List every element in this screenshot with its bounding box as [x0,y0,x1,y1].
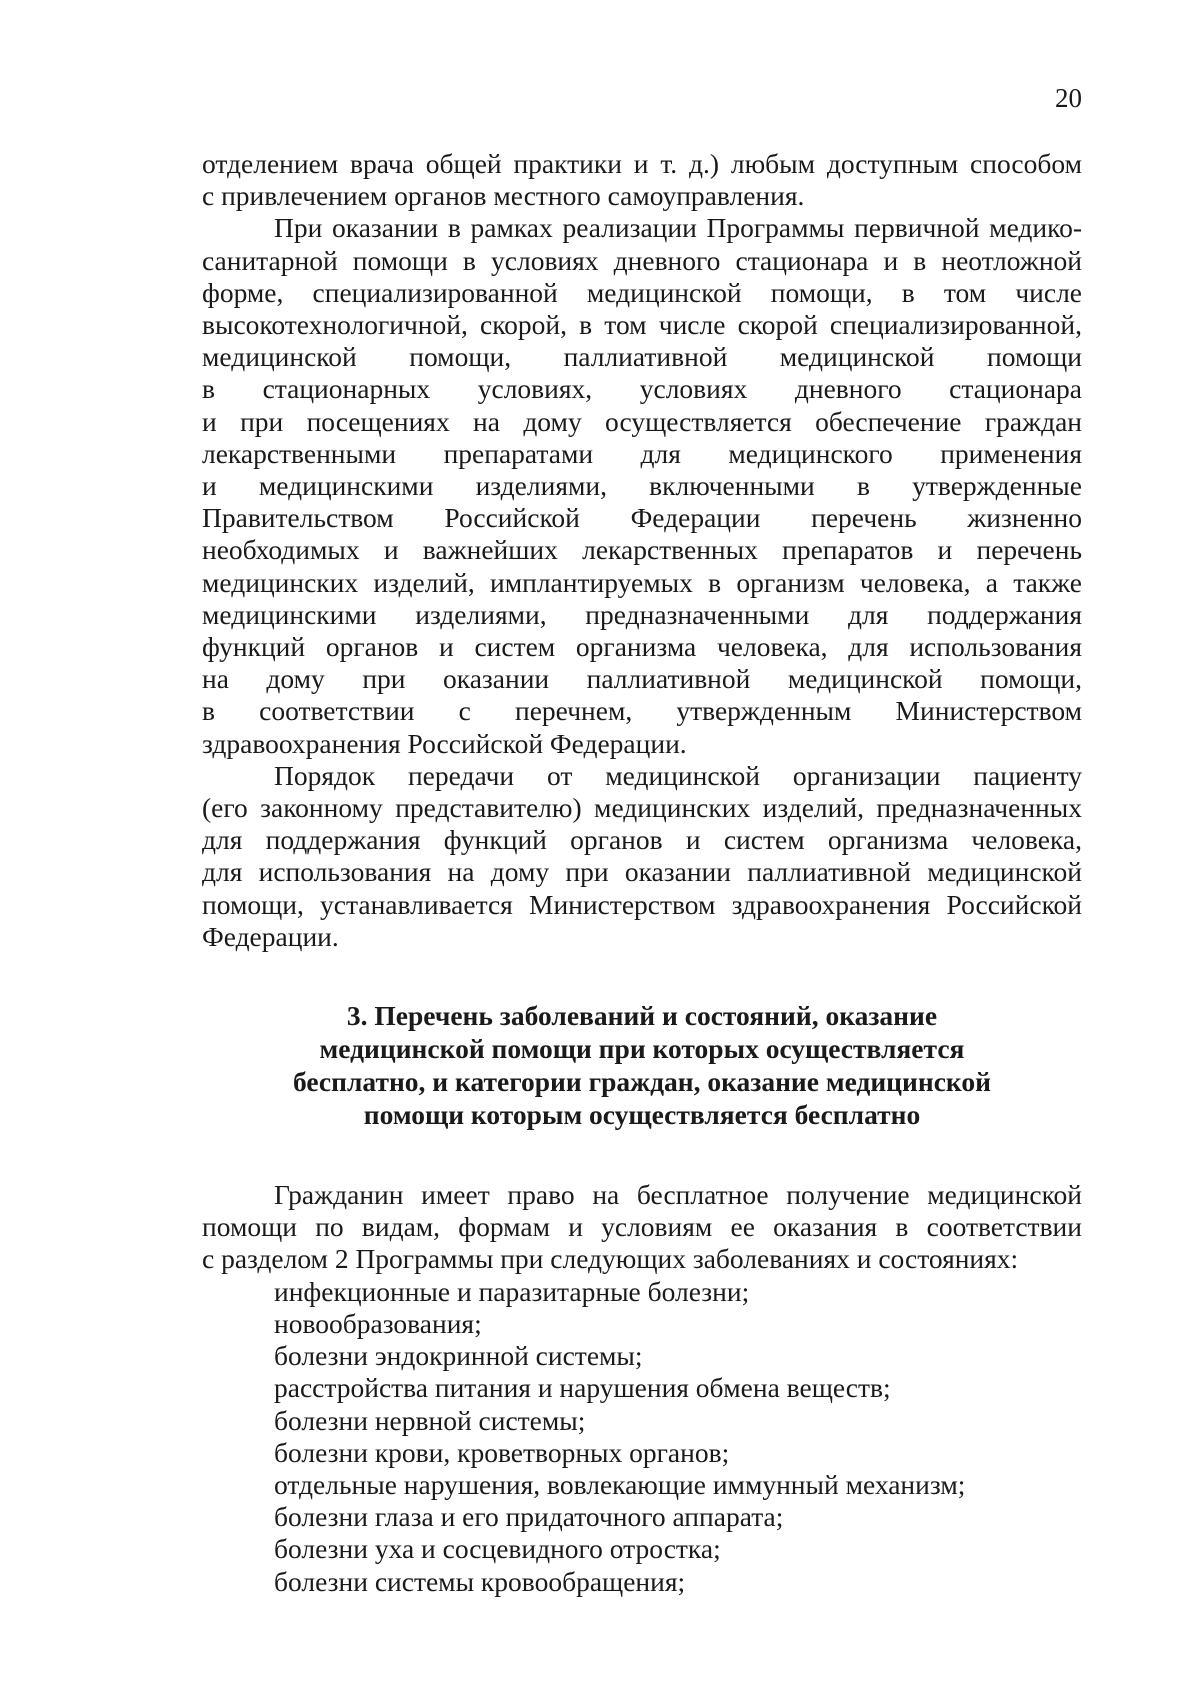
text-line: помощи, устанавливается Министерством здравоохранения Российской [202,888,1082,920]
text-line: отделением врача общей практики и т. д.) любым доступным способом [202,148,1082,179]
heading-line: медицинской помощи при которых осуществляется [319,1033,965,1065]
text-line: санитарной помощи в условиях дневного стационара и в неотложной [202,244,1082,276]
text-line: в соответствии с перечнем, утвержденным Министерством [202,695,1082,727]
list-item: болезни глаза и его придаточного аппарата; [274,1501,784,1533]
text-line: медицинскими изделиями, предназначенными для поддержания [202,598,1082,630]
text-line: медицинской помощи, паллиативной медицинской помощи [202,341,1082,373]
paragraph-medication-provision [202,212,1082,759]
text-line: (его законному представителю) медицинских изделий, предназначенных [202,792,1082,824]
text-line: для поддержания функций органов и систем организма человека, [202,824,1082,856]
list-item: болезни эндокринной системы; [274,1340,643,1372]
disease-list [202,1276,1082,1598]
text-line: медицинских изделий, имплантируемых в организм человека, а также [202,566,1082,598]
list-item: отдельные нарушения, вовлекающие иммунный механизм; [274,1468,966,1500]
section-heading [202,999,1082,1131]
text-line: Правительством Российской Федерации перечень жизненно [202,502,1082,534]
text-line: Порядок передачи от медицинской организации пациенту [274,759,1082,791]
list-item: болезни нервной системы; [274,1404,586,1436]
text-line: на дому при оказании паллиативной медицинской помощи, [202,663,1082,695]
text-line: для использования на дому при оказании паллиативной медицинской [202,856,1082,888]
text-line: форме, специализированной медицинской помощи, в том числе [202,276,1082,308]
heading-line: 3. Перечень заболеваний и состояний, оказание [346,1000,938,1032]
text-line: При оказании в рамках реализации Программы первичной медико- [274,212,1082,244]
text-line: Гражданин имеет право на бесплатное получение медицинской [274,1179,1082,1211]
paragraph-citizen-rights [202,1179,1082,1276]
text-line: и при посещениях на дому осуществляется обеспечение граждан [202,405,1082,437]
text-line: помощи по видам, формам и условиям ее оказания в соответствии [202,1211,1082,1243]
list-item: болезни системы кровообращения; [274,1565,686,1597]
intro-paragraph [202,148,1082,212]
text-line: в стационарных условиях, условиях дневного стационара [202,373,1082,405]
list-item: новообразования; [274,1307,482,1339]
list-item: болезни крови, кроветворных органов; [274,1436,730,1468]
text-line: с привлечением органов местного самоуправления. [202,180,805,212]
list-item: инфекционные и паразитарные болезни; [274,1275,750,1307]
document-body [202,148,1082,1598]
list-item: болезни уха и сосцевидного отростка; [274,1533,721,1565]
text-line: функций органов и систем организма человека, для использования [202,631,1082,663]
text-line: необходимых и важнейших лекарственных препаратов и перечень [202,534,1082,566]
text-line: высокотехнологичной, скорой, в том числе скорой специализированной, [202,309,1082,341]
list-item: расстройства питания и нарушения обмена веществ; [274,1372,891,1404]
text-line: лекарственными препаратами для медицинского применения [202,437,1082,469]
heading-line: помощи которым осуществляется бесплатно [363,1099,921,1131]
text-line: с разделом 2 Программы при следующих заболеваниях и состояниях: [202,1243,1019,1275]
text-line: здравоохранения Российской Федерации. [202,727,687,759]
page-number: 20 [1055,83,1082,113]
text-line: и медицинскими изделиями, включенными в утвержденные [202,470,1082,502]
heading-line: бесплатно, и категории граждан, оказание медицинской [293,1066,991,1098]
text-line: Федерации. [202,920,339,952]
paragraph-device-transfer [202,760,1082,953]
